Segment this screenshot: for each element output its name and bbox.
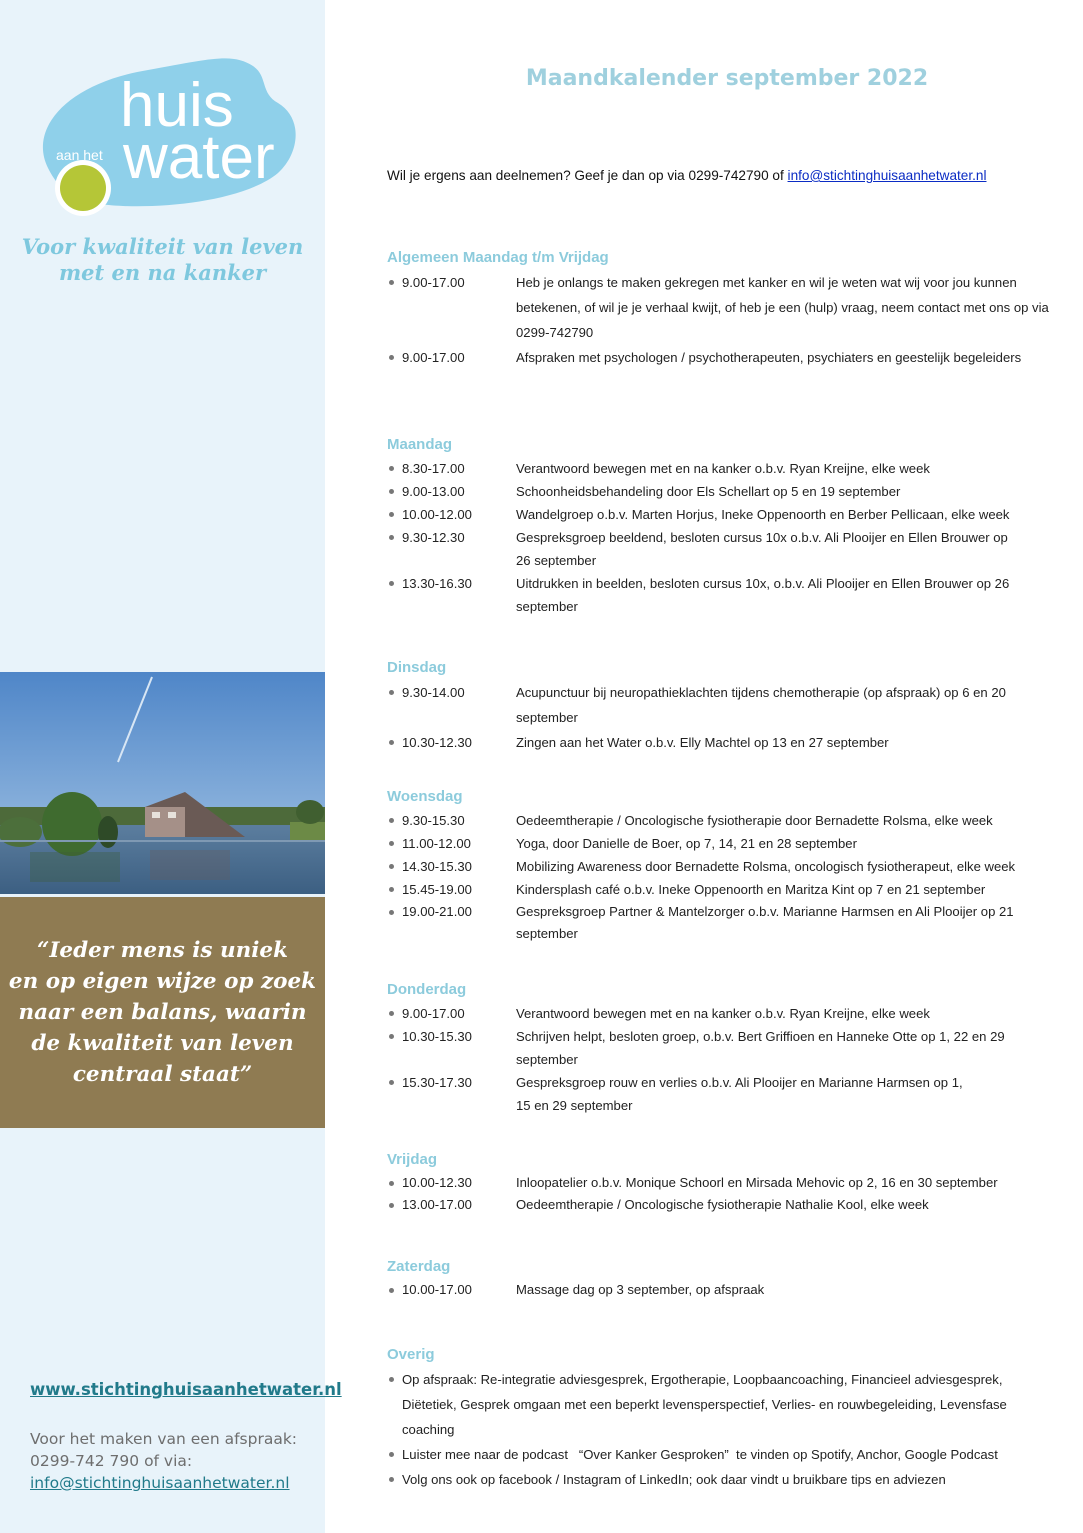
list-item bbox=[387, 1071, 1057, 1117]
list-item bbox=[387, 572, 1057, 618]
bullet-icon bbox=[389, 818, 394, 823]
bullet-icon bbox=[389, 466, 394, 471]
website-link[interactable]: www.stichtinghuisaanhetwater.nl bbox=[30, 1380, 342, 1399]
item-text: Heb je onlangs te maken gekregen met kanker en wil je weten wat wij voor jou kunnen betekenen, of wil je je verhaal kwijt, of heb je een (hulp) vraag, neem contact met ons op via 0299-742790 bbox=[516, 275, 1049, 340]
list-item bbox=[387, 345, 1057, 370]
item-text: Verantwoord bewegen met en na kanker o.b.v. Ryan Kreijne, elke week bbox=[516, 461, 930, 476]
item-text: Oedeemtherapie / Oncologische fysiotherapie door Bernadette Rolsma, elke week bbox=[516, 813, 993, 828]
bullet-icon bbox=[389, 581, 394, 586]
logo-word-water: water bbox=[123, 123, 275, 192]
bullet-icon bbox=[389, 280, 394, 285]
item-time: 10.00-17.00 bbox=[402, 1282, 472, 1297]
section-overig bbox=[387, 1346, 1057, 1492]
section-heading: Donderdag bbox=[387, 981, 467, 998]
item-time: 15.45-19.00 bbox=[402, 882, 472, 897]
item-time: 10.00-12.00 bbox=[402, 507, 472, 522]
item-text: Verantwoord bewegen met en na kanker o.b.v. Ryan Kreijne, elke week bbox=[516, 1006, 930, 1021]
bullet-icon bbox=[389, 740, 394, 745]
list-item bbox=[387, 680, 1057, 730]
section-heading: Woensdag bbox=[387, 788, 463, 805]
bullet-icon bbox=[389, 690, 394, 695]
list-item bbox=[387, 526, 1057, 572]
bullet-icon bbox=[389, 1288, 394, 1293]
logo-word-aan-het: aan het bbox=[56, 147, 103, 163]
item-text: Zingen aan het Water o.b.v. Elly Machtel op 13 en 27 september bbox=[516, 735, 889, 750]
quote-line: naar een balans, waarin bbox=[18, 1000, 307, 1025]
item-text: Uitdrukken in beelden, besloten cursus 10x, o.b.v. Ali Plooijer en Ellen Brouwer op 26 september bbox=[516, 576, 1010, 614]
list-item bbox=[387, 270, 1057, 345]
item-time: 10.30-15.30 bbox=[402, 1029, 472, 1044]
section-woensdag bbox=[387, 788, 1057, 945]
item-time: 9.00-17.00 bbox=[402, 350, 465, 365]
item-text: Gespreksgroep rouw en verlies o.b.v. Ali Plooijer en Marianne Harmsen op 1, 15 en 29 september bbox=[516, 1075, 963, 1113]
list-item bbox=[387, 1367, 1057, 1442]
quote-line: centraal staat” bbox=[72, 1062, 253, 1087]
list-item bbox=[387, 832, 1057, 855]
item-time: 13.30-16.30 bbox=[402, 576, 472, 591]
list-item bbox=[387, 1172, 1057, 1194]
bullet-icon bbox=[389, 841, 394, 846]
bullet-icon bbox=[389, 1377, 394, 1382]
bullet-icon bbox=[389, 355, 394, 360]
section-heading: Maandag bbox=[387, 436, 453, 453]
list-item bbox=[387, 480, 1057, 503]
list-item bbox=[387, 1279, 1057, 1301]
item-text: Gespreksgroep beeldend, besloten cursus 10x o.b.v. Ali Plooijer en Ellen Brouwer op 26 september bbox=[516, 530, 1008, 568]
section-algemeen bbox=[387, 249, 1057, 370]
list-item bbox=[387, 457, 1057, 480]
quote-line: de kwaliteit van leven bbox=[31, 1031, 294, 1056]
item-text: Volg ons ook op facebook / Instagram of LinkedIn; ook daar vindt u bruikbare tips en adviezen bbox=[402, 1472, 946, 1487]
tagline-line: Voor kwaliteit van leven bbox=[21, 234, 304, 259]
item-time: 13.00-17.00 bbox=[402, 1197, 472, 1212]
bullet-icon bbox=[389, 1011, 394, 1016]
list-item bbox=[387, 1002, 1057, 1025]
bullet-icon bbox=[389, 535, 394, 540]
intro-sentence: Wil je ergens aan deelnemen? Geef je dan op via 0299-742790 of bbox=[387, 168, 788, 183]
appointment-info bbox=[30, 1428, 297, 1494]
section-zaterdag bbox=[387, 1258, 1057, 1301]
appointment-line: Voor het maken van een afspraak: bbox=[30, 1430, 298, 1448]
list-item bbox=[387, 809, 1057, 832]
section-dinsdag bbox=[387, 659, 1057, 755]
tagline-line: met en na kanker bbox=[58, 260, 267, 285]
item-time: 10.00-12.30 bbox=[402, 1175, 472, 1190]
item-text: Luister mee naar de podcast “Over Kanker Gesproken” te vinden op Spotify, Anchor, Google Podcast bbox=[402, 1447, 998, 1462]
logo bbox=[28, 48, 298, 228]
item-text: Mobilizing Awareness door Bernadette Rolsma, oncologisch fysiotherapeut, elke week bbox=[516, 859, 1016, 874]
bullet-icon bbox=[389, 1477, 394, 1482]
section-donderdag bbox=[387, 981, 1057, 1117]
item-text: Gespreksgroep Partner & Mantelzorger o.b.v. Marianne Harmsen en Ali Plooijer op 21 september bbox=[516, 904, 1014, 941]
list-item bbox=[387, 1442, 1057, 1467]
item-time: 9.00-17.00 bbox=[402, 275, 465, 290]
section-heading: Dinsdag bbox=[387, 659, 447, 676]
item-text: Afspraken met psychologen / psychotherapeuten, psychiaters en geestelijk begeleiders bbox=[516, 350, 1022, 365]
quote-line: “Ieder mens is uniek bbox=[36, 938, 289, 963]
section-vrijdag bbox=[387, 1151, 1057, 1216]
sidebar bbox=[0, 0, 342, 1533]
bullet-icon bbox=[389, 887, 394, 892]
item-text: Wandelgroep o.b.v. Marten Horjus, Ineke Oppenoorth en Berber Pellicaan, elke week bbox=[516, 507, 1010, 522]
item-time: 8.30-17.00 bbox=[402, 461, 465, 476]
appointment-line: 0299-742 790 of via: bbox=[30, 1452, 193, 1470]
list-item bbox=[387, 1025, 1057, 1071]
item-time: 9.00-17.00 bbox=[402, 1006, 465, 1021]
section-heading: Zaterdag bbox=[387, 1258, 451, 1275]
list-item bbox=[387, 901, 1057, 945]
item-time: 15.30-17.30 bbox=[402, 1075, 472, 1090]
logo-word-huis: huis bbox=[120, 71, 234, 140]
list-item bbox=[387, 878, 1057, 901]
bullet-icon bbox=[389, 489, 394, 494]
list-item bbox=[387, 1467, 1057, 1492]
list-item bbox=[387, 1194, 1057, 1216]
photo-illustration bbox=[0, 672, 325, 894]
item-time: 14.30-15.30 bbox=[402, 859, 472, 874]
list-item bbox=[387, 503, 1057, 526]
intro-email-link[interactable]: info@stichtinghuisaanhetwater.nl bbox=[787, 168, 987, 183]
bullet-icon bbox=[389, 910, 394, 915]
bullet-icon bbox=[389, 1080, 394, 1085]
bullet-icon bbox=[389, 864, 394, 869]
quote-line: en op eigen wijze op zoek bbox=[8, 969, 317, 994]
item-text: Schoonheidsbehandeling door Els Schellart op 5 en 19 september bbox=[516, 484, 901, 499]
item-text: Schrijven helpt, besloten groep, o.b.v. Bert Griffioen en Hanneke Otte op 1, 22 en 29 september bbox=[516, 1029, 1005, 1067]
item-time: 19.00-21.00 bbox=[402, 904, 472, 919]
item-text: Op afspraak: Re-integratie adviesgesprek, Ergotherapie, Loopbaancoaching, Financieel adviesgesprek, Diëtetiek, Gesprek omgaan met een beperkt levensperspectief, Verlies- en rouwbegeleiding, Levensfase coaching bbox=[402, 1372, 1007, 1437]
bullet-icon bbox=[389, 512, 394, 517]
section-heading: Overig bbox=[387, 1346, 435, 1363]
bullet-icon bbox=[389, 1452, 394, 1457]
bullet-icon bbox=[389, 1203, 394, 1208]
item-time: 10.30-12.30 bbox=[402, 735, 472, 750]
item-text: Acupunctuur bij neuropathieklachten tijdens chemotherapie (op afspraak) op 6 en 20 september bbox=[516, 685, 1006, 725]
house-photo bbox=[0, 672, 325, 894]
item-text: Oedeemtherapie / Oncologische fysiotherapie Nathalie Kool, elke week bbox=[516, 1197, 929, 1212]
item-text: Yoga, door Danielle de Boer, op 7, 14, 21 en 28 september bbox=[516, 836, 857, 851]
sidebar-email-link[interactable]: info@stichtinghuisaanhetwater.nl bbox=[30, 1474, 290, 1492]
item-text: Massage dag op 3 september, op afspraak bbox=[516, 1282, 765, 1297]
bullet-icon bbox=[389, 1181, 394, 1186]
intro-text bbox=[387, 168, 987, 183]
item-text: Inloopatelier o.b.v. Monique Schoorl en Mirsada Mehovic op 2, 16 en 30 september bbox=[516, 1175, 998, 1190]
list-item bbox=[387, 855, 1057, 878]
item-time: 11.00-12.00 bbox=[402, 836, 471, 851]
tagline bbox=[0, 234, 325, 286]
section-heading: Vrijdag bbox=[387, 1151, 438, 1168]
quote-box bbox=[0, 897, 325, 1128]
item-time: 9.30-15.30 bbox=[402, 813, 465, 828]
page-title: Maandkalender september 2022 bbox=[525, 66, 929, 91]
list-item bbox=[387, 730, 1057, 755]
item-text: Kindersplash café o.b.v. Ineke Oppenoorth en Maritza Kint op 7 en 21 september bbox=[516, 882, 986, 897]
logo-graphic bbox=[28, 48, 298, 228]
bullet-icon bbox=[389, 1034, 394, 1039]
section-maandag bbox=[387, 436, 1057, 618]
item-time: 9.30-14.00 bbox=[402, 685, 465, 700]
item-time: 9.00-13.00 bbox=[402, 484, 465, 499]
section-heading: Algemeen Maandag t/m Vrijdag bbox=[387, 249, 609, 266]
item-time: 9.30-12.30 bbox=[402, 530, 465, 545]
